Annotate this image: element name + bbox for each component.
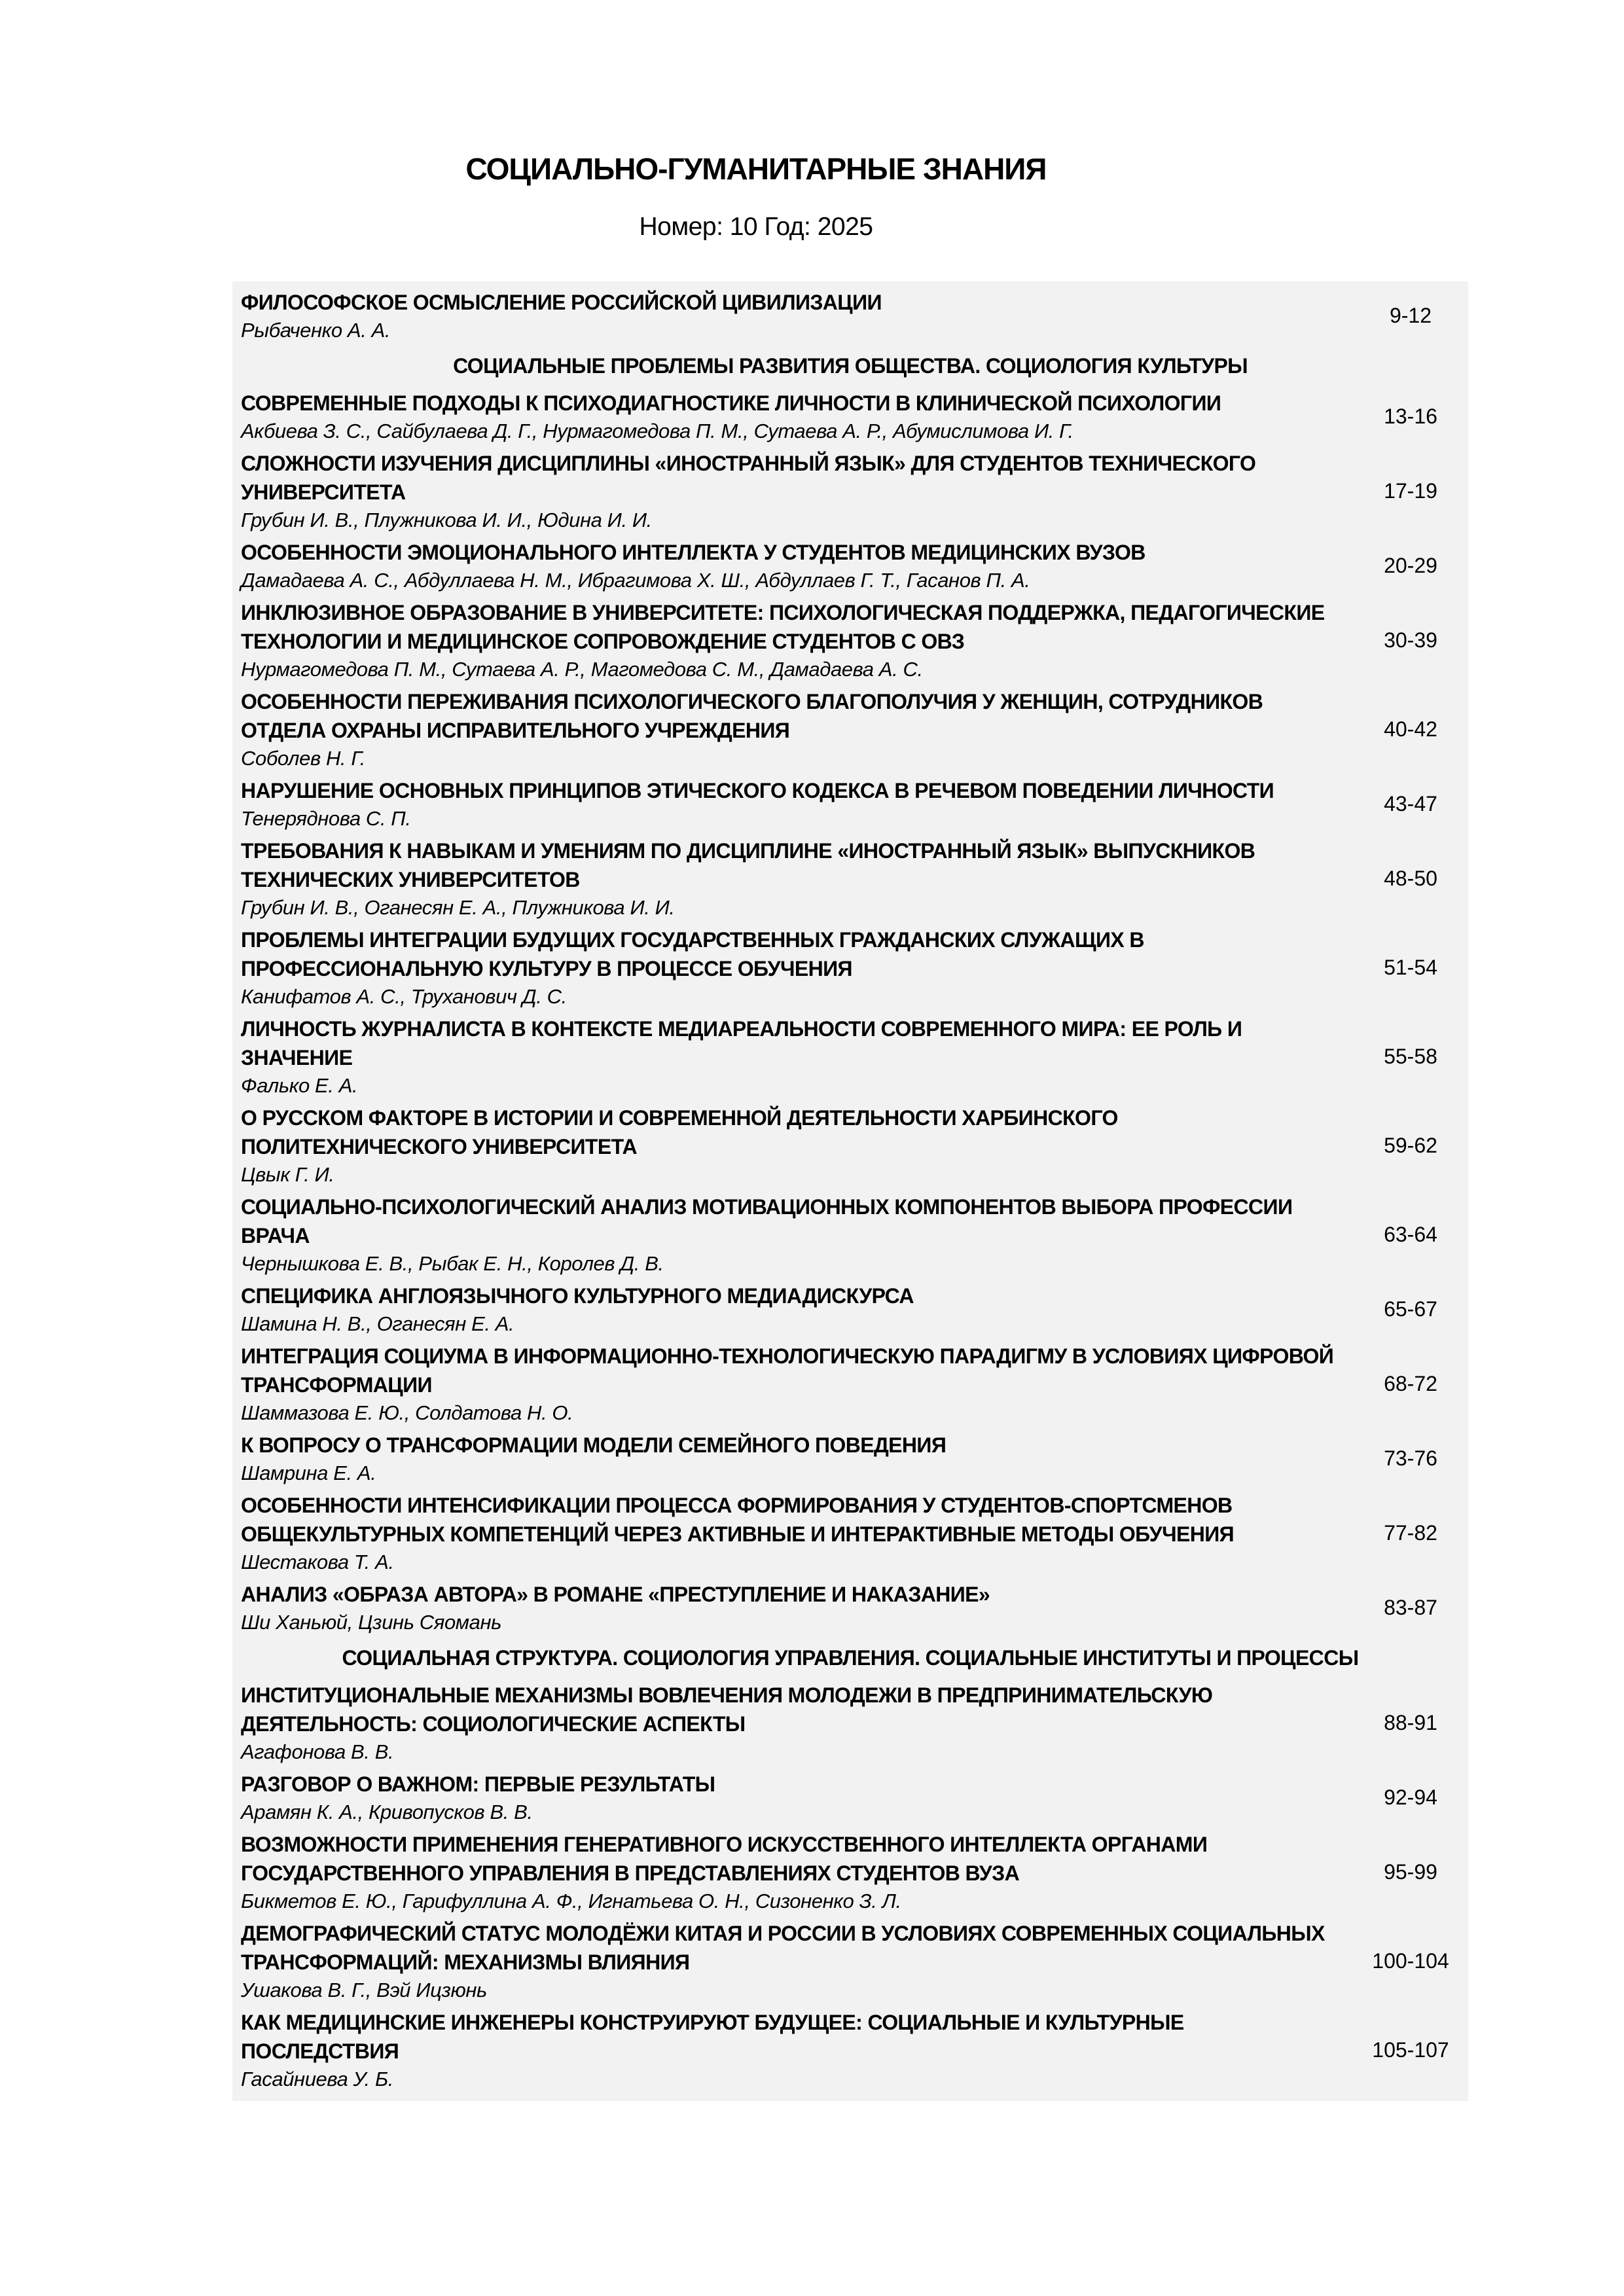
article-page-range: 59-62	[1384, 1134, 1437, 1157]
article-page-range: 55-58	[1384, 1045, 1437, 1068]
toc-article-row	[232, 1279, 1468, 1339]
toc-article-row	[232, 535, 1468, 596]
article-authors: Фалько Е. А.	[241, 1074, 358, 1097]
section-header-label: СОЦИАЛЬНЫЕ ПРОБЛЕМЫ РАЗВИТИЯ ОБЩЕСТВА. СОЦИОЛОГИЯ КУЛЬТУРЫ	[453, 354, 1248, 378]
article-title: ТРЕБОВАНИЯ К НАВЫКАМ И УМЕНИЯМ ПО ДИСЦИПЛИНЕ «ИНОСТРАННЫЙ ЯЗЫК» ВЫПУСКНИКОВ ТЕХНИЧЕСКИХ УНИВЕРСИТЕТОВ	[241, 839, 1255, 891]
toc-article-row	[232, 1577, 1468, 1638]
article-info	[232, 925, 1353, 1009]
article-authors: Шестакова Т. А.	[241, 1551, 394, 1573]
article-info	[232, 1431, 1353, 1486]
article-page-range: 30-39	[1384, 628, 1437, 652]
article-info	[232, 776, 1353, 831]
article-page-range: 9-12	[1389, 304, 1432, 327]
article-authors: Соболев Н. Г.	[241, 747, 365, 770]
toc-section-header-row	[232, 346, 1468, 386]
article-info	[232, 288, 1353, 343]
article-page-range: 83-87	[1384, 1596, 1437, 1619]
toc-table	[232, 281, 1468, 2101]
document-header	[0, 0, 1512, 243]
article-title: СЛОЖНОСТИ ИЗУЧЕНИЯ ДИСЦИПЛИНЫ «ИНОСТРАННЫЙ ЯЗЫК» ДЛЯ СТУДЕНТОВ ТЕХНИЧЕСКОГО УНИВЕРСИТЕТА	[241, 452, 1256, 504]
toc-article-row	[232, 1428, 1468, 1488]
article-title: ВОЗМОЖНОСТИ ПРИМЕНЕНИЯ ГЕНЕРАТИВНОГО ИСКУССТВЕННОГО ИНТЕЛЛЕКТА ОРГАНАМИ ГОСУДАРСТВЕННОГО УПРАВЛЕНИЯ В ПРЕДСТАВЛЕНИЯХ СТУДЕНТОВ ВУЗА	[241, 1833, 1208, 1885]
article-info	[232, 1103, 1353, 1187]
toc-article-row	[232, 834, 1468, 923]
article-authors: Акбиева З. С., Сайбулаева Д. Г., Нурмагомедова П. М., Сутаева А. Р., Абумислимова И. Г.	[241, 420, 1074, 442]
article-authors: Грубин И. В., Оганесян Е. А., Плужникова И. И.	[241, 896, 675, 919]
article-title: ИНКЛЮЗИВНОЕ ОБРАЗОВАНИЕ В УНИВЕРСИТЕТЕ: ПСИХОЛОГИЧЕСКАЯ ПОДДЕРЖКА, ПЕДАГОГИЧЕСКИЕ ТЕХНОЛОГИИ И МЕДИЦИНСКОЕ СОПРОВОЖДЕНИЕ СТУДЕНТОВ С ОВЗ	[241, 601, 1325, 653]
article-page-range: 88-91	[1384, 1711, 1437, 1734]
article-authors: Шаммазова Е. Ю., Солдатова Н. О.	[241, 1401, 573, 1424]
article-info	[232, 1014, 1353, 1098]
article-authors: Канифатов А. С., Труханович Д. С.	[241, 985, 567, 1008]
article-authors: Рыбаченко А. А.	[241, 319, 391, 342]
article-page-range: 95-99	[1384, 1860, 1437, 1884]
article-info	[232, 1282, 1353, 1336]
article-authors: Шамина Н. В., Оганесян Е. А.	[241, 1312, 514, 1335]
article-page-range: 13-16	[1384, 404, 1437, 428]
article-info	[232, 1830, 1353, 1914]
article-authors: Шамрина Е. А.	[241, 1462, 376, 1484]
article-page-range: 105-107	[1372, 2038, 1449, 2062]
article-info	[232, 687, 1353, 771]
article-info	[232, 836, 1353, 920]
article-info	[232, 598, 1353, 682]
article-title: СОЦИАЛЬНО-ПСИХОЛОГИЧЕСКИЙ АНАЛИЗ МОТИВАЦИОННЫХ КОМПОНЕНТОВ ВЫБОРА ПРОФЕССИИ ВРАЧА	[241, 1195, 1293, 1247]
article-title: АНАЛИЗ «ОБРАЗА АВТОРА» В РОМАНЕ «ПРЕСТУПЛЕНИЕ И НАКАЗАНИЕ»	[241, 1583, 990, 1606]
article-info	[232, 1681, 1353, 1765]
article-authors: Чернышкова Е. В., Рыбак Е. Н., Королев Д. В.	[241, 1252, 664, 1275]
article-page-range: 48-50	[1384, 867, 1437, 890]
article-page-range: 40-42	[1384, 717, 1437, 741]
article-page-range: 17-19	[1384, 479, 1437, 503]
article-title: ИНТЕГРАЦИЯ СОЦИУМА В ИНФОРМАЦИОННО-ТЕХНОЛОГИЧЕСКУЮ ПАРАДИГМУ В УСЛОВИЯХ ЦИФРОВОЙ ТРАНСФОРМАЦИИ	[241, 1344, 1334, 1397]
article-title: ОСОБЕННОСТИ ЭМОЦИОНАЛЬНОГО ИНТЕЛЛЕКТА У СТУДЕНТОВ МЕДИЦИНСКИХ ВУЗОВ	[241, 541, 1146, 564]
article-page-range: 73-76	[1384, 1446, 1437, 1470]
toc-article-row	[232, 1827, 1468, 1916]
toc-article-row	[232, 1916, 1468, 2005]
article-authors: Агафонова В. В.	[241, 1740, 394, 1763]
article-authors: Дамадаева А. С., Абдуллаева Н. М., Ибрагимова Х. Ш., Абдуллаев Г. Т., Гасанов П. А.	[241, 569, 1030, 592]
article-info	[232, 2008, 1353, 2092]
article-title: РАЗГОВОР О ВАЖНОМ: ПЕРВЫЕ РЕЗУЛЬТАТЫ	[241, 1772, 715, 1796]
article-page-range: 100-104	[1372, 1949, 1449, 1973]
toc-section-header-row	[232, 1638, 1468, 1678]
article-page-range: 51-54	[1384, 956, 1437, 979]
article-authors: Цвык Г. И.	[241, 1163, 334, 1186]
article-authors: Грубин И. В., Плужникова И. И., Юдина И. И.	[241, 509, 652, 531]
article-title: К ВОПРОСУ О ТРАНСФОРМАЦИИ МОДЕЛИ СЕМЕЙНОГО ПОВЕДЕНИЯ	[241, 1433, 947, 1457]
article-page-range: 20-29	[1384, 554, 1437, 577]
article-title: ПРОБЛЕМЫ ИНТЕГРАЦИИ БУДУЩИХ ГОСУДАРСТВЕННЫХ ГРАЖДАНСКИХ СЛУЖАЩИХ В ПРОФЕССИОНАЛЬНУЮ КУЛЬТУРУ В ПРОЦЕССЕ ОБУЧЕНИЯ	[241, 928, 1144, 980]
toc-article-row	[232, 1339, 1468, 1428]
toc-article-row	[232, 596, 1468, 685]
toc-article-row	[232, 285, 1468, 346]
article-authors: Арамян К. А., Кривопусков В. В.	[241, 1801, 533, 1823]
section-header-label: СОЦИАЛЬНАЯ СТРУКТУРА. СОЦИОЛОГИЯ УПРАВЛЕНИЯ. СОЦИАЛЬНЫЕ ИНСТИТУТЫ И ПРОЦЕССЫ	[342, 1646, 1359, 1670]
toc-article-row	[232, 1012, 1468, 1101]
article-authors: Бикметов Е. Ю., Гарифуллина А. Ф., Игнатьева О. Н., Сизоненко З. Л.	[241, 1890, 901, 1912]
article-info	[232, 1770, 1353, 1825]
article-title: ДЕМОГРАФИЧЕСКИЙ СТАТУС МОЛОДЁЖИ КИТАЯ И РОССИИ В УСЛОВИЯХ СОВРЕМЕННЫХ СОЦИАЛЬНЫХ ТРАНСФОРМАЦИЙ: МЕХАНИЗМЫ ВЛИЯНИЯ	[241, 1922, 1325, 1974]
article-authors: Гасайниева У. Б.	[241, 2068, 393, 2090]
toc-article-row	[232, 923, 1468, 1012]
article-authors: Ушакова В. Г., Вэй Ицзюнь	[241, 1979, 487, 2001]
article-info	[232, 1193, 1353, 1276]
article-title: СОВРЕМЕННЫЕ ПОДХОДЫ К ПСИХОДИАГНОСТИКЕ ЛИЧНОСТИ В КЛИНИЧЕСКОЙ ПСИХОЛОГИИ	[241, 391, 1221, 415]
article-info	[232, 1491, 1353, 1575]
article-page-range: 92-94	[1384, 1785, 1437, 1809]
article-info	[232, 449, 1353, 533]
toc-article-row	[232, 685, 1468, 774]
article-page-range: 63-64	[1384, 1223, 1437, 1246]
article-title: ЛИЧНОСТЬ ЖУРНАЛИСТА В КОНТЕКСТЕ МЕДИАРЕАЛЬНОСТИ СОВРЕМЕННОГО МИРА: ЕЕ РОЛЬ И ЗНАЧЕНИЕ	[241, 1017, 1242, 1069]
article-authors: Тенеряднова С. П.	[241, 807, 411, 830]
article-title: ОСОБЕННОСТИ ИНТЕНСИФИКАЦИИ ПРОЦЕССА ФОРМИРОВАНИЯ У СТУДЕНТОВ-СПОРТСМЕНОВ ОБЩЕКУЛЬТУРНЫХ КОМПЕТЕНЦИЙ ЧЕРЕЗ АКТИВНЫЕ И ИНТЕРАКТИВНЫЕ МЕТОДЫ ОБУЧЕНИЯ	[241, 1494, 1235, 1546]
article-page-range: 77-82	[1384, 1521, 1437, 1545]
journal-title: СОЦИАЛЬНО-ГУМАНИТАРНЫЕ ЗНАНИЯ	[465, 152, 1047, 186]
article-title: НАРУШЕНИЕ ОСНОВНЫХ ПРИНЦИПОВ ЭТИЧЕСКОГО КОДЕКСА В РЕЧЕВОМ ПОВЕДЕНИИ ЛИЧНОСТИ	[241, 779, 1274, 802]
toc-article-row	[232, 1767, 1468, 1827]
article-authors: Ши Ханьюй, Цзинь Сяомань	[241, 1611, 502, 1634]
article-page-range: 65-67	[1384, 1297, 1437, 1321]
article-info	[232, 538, 1353, 593]
article-title: ФИЛОСОФСКОЕ ОСМЫСЛЕНИЕ РОССИЙСКОЙ ЦИВИЛИЗАЦИИ	[241, 291, 882, 314]
toc-article-row	[232, 1678, 1468, 1767]
article-authors: Нурмагомедова П. М., Сутаева А. Р., Магомедова С. М., Дамадаева А. С.	[241, 658, 923, 681]
toc-article-row	[232, 446, 1468, 535]
article-page-range: 43-47	[1384, 792, 1437, 816]
toc-article-row	[232, 386, 1468, 446]
toc-article-row	[232, 774, 1468, 834]
article-info	[232, 1342, 1353, 1426]
article-title: ОСОБЕННОСТИ ПЕРЕЖИВАНИЯ ПСИХОЛОГИЧЕСКОГО БЛАГОПОЛУЧИЯ У ЖЕНЩИН, СОТРУДНИКОВ ОТДЕЛА ОХРАНЫ ИСПРАВИТЕЛЬНОГО УЧРЕЖДЕНИЯ	[241, 690, 1263, 742]
article-title: О РУССКОМ ФАКТОРЕ В ИСТОРИИ И СОВРЕМЕННОЙ ДЕЯТЕЛЬНОСТИ ХАРБИНСКОГО ПОЛИТЕХНИЧЕСКОГО УНИВЕРСИТЕТА	[241, 1106, 1118, 1158]
issue-year-line: Номер: 10 Год: 2025	[639, 213, 873, 241]
article-title: КАК МЕДИЦИНСКИЕ ИНЖЕНЕРЫ КОНСТРУИРУЮТ БУДУЩЕЕ: СОЦИАЛЬНЫЕ И КУЛЬТУРНЫЕ ПОСЛЕДСТВИЯ	[241, 2011, 1184, 2063]
toc-article-row	[232, 2005, 1468, 2094]
article-info	[232, 1580, 1353, 1635]
article-info	[232, 1919, 1353, 2003]
article-info	[232, 389, 1353, 444]
toc-article-row	[232, 1190, 1468, 1279]
toc-article-row	[232, 1488, 1468, 1577]
article-title: ИНСТИТУЦИОНАЛЬНЫЕ МЕХАНИЗМЫ ВОВЛЕЧЕНИЯ МОЛОДЕЖИ В ПРЕДПРИНИМАТЕЛЬСКУЮ ДЕЯТЕЛЬНОСТЬ: СОЦИОЛОГИЧЕСКИЕ АСПЕКТЫ	[241, 1683, 1213, 1736]
article-title: СПЕЦИФИКА АНГЛОЯЗЫЧНОГО КУЛЬТУРНОГО МЕДИАДИСКУРСА	[241, 1284, 914, 1308]
toc-article-row	[232, 1101, 1468, 1190]
article-page-range: 68-72	[1384, 1372, 1437, 1395]
